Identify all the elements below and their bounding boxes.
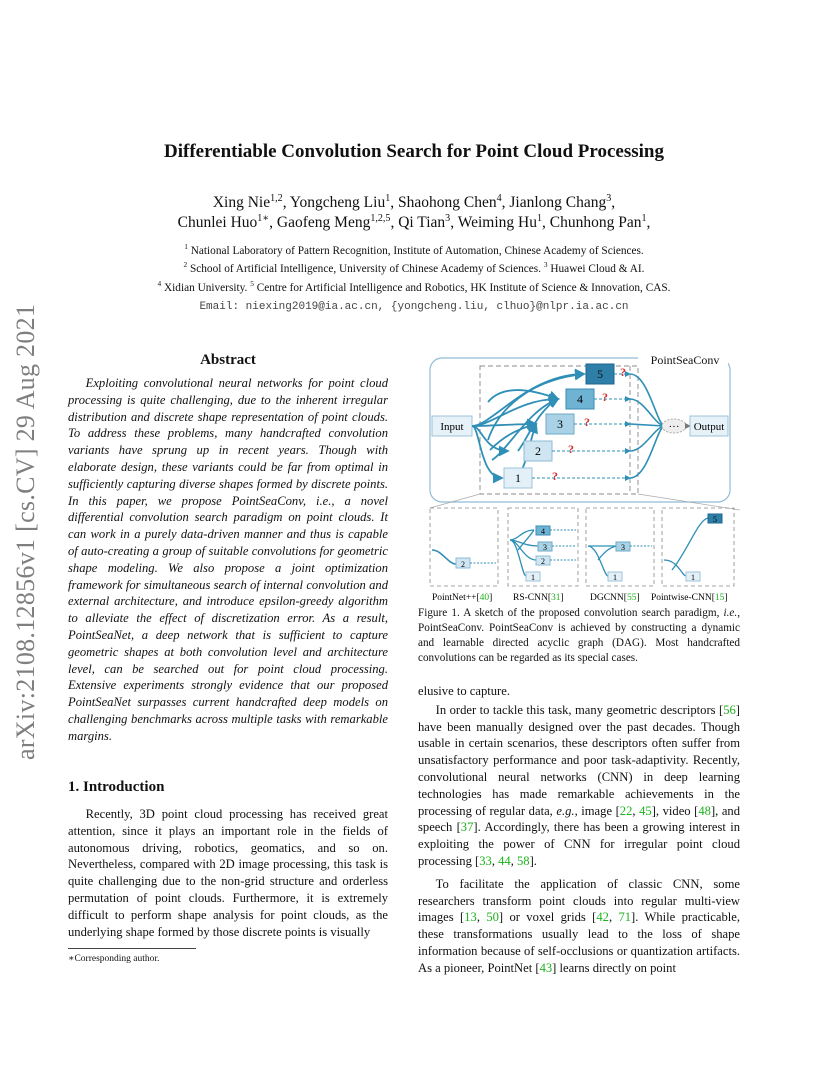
text-run: To facilitate the application of classic CNN, some researchers transform point clouds into regular multi-view images [ [418, 876, 740, 925]
citation-link[interactable]: 50 [486, 910, 499, 925]
svg-text:2: 2 [535, 444, 541, 458]
author-affiliation-sup: 3 [445, 212, 451, 224]
citation-link[interactable]: 43 [539, 960, 553, 975]
text-run: ] have been manually designed over the past decades. Though usable in certain scenarios, these descriptors often suffer from unsatisfactory performance and poor task-adaptivity. Recently, convolutional neural networks (CNN) in deep learning technologies has made remarkable achievements in the processing of regular data, [418, 702, 740, 818]
citation-link[interactable]: 44 [498, 853, 511, 868]
text-run: ] learns directly on point [552, 960, 676, 975]
op-node-4 [566, 389, 594, 409]
citation-link[interactable]: 58 [517, 853, 530, 868]
author-affiliation-sup: 1 [536, 212, 542, 224]
paragraph-continuation: elusive to capture. [418, 684, 510, 698]
op-node-2 [524, 441, 552, 461]
text-run: , image [ [574, 803, 620, 818]
author-name: Yongcheng Liu [289, 194, 386, 211]
svg-text:1: 1 [613, 573, 617, 582]
author-affiliation-sup: 1,2,5 [370, 212, 391, 224]
author-name: Chunlei Huo [177, 214, 258, 231]
citation-link[interactable]: 71 [618, 910, 632, 925]
output-label: Output [693, 421, 725, 433]
text-run: ]. While practicable, these transformations usually lead to the loss of shape information because of self-occlusions or quantization artifacts. As a pioneer, PointNet [ [418, 910, 740, 975]
question-mark-4: ? [602, 390, 608, 404]
question-mark-5: ? [620, 365, 626, 379]
svg-text:3: 3 [557, 417, 563, 431]
right-column-text [418, 683, 740, 977]
citation-link[interactable]: 37 [460, 820, 474, 835]
op-node-3 [546, 414, 574, 434]
author-name: Jianlong Chang [509, 194, 607, 211]
sublabel-rscnn: RS-CNN[31] [513, 593, 564, 603]
citation-link[interactable]: 13 [464, 910, 477, 925]
svg-text:4: 4 [577, 392, 583, 406]
abstract-text: Exploiting convolutional neural networks for point cloud processing is quite challenging, due to the inherent irregular distribution and discrete shape representation of point clouds. To address these problems, many handcrafted convolution variants have sprung up in recent years. Though with elaborate design, these variants could be far from optimal in sufficiently capturing diverse shapes formed by discrete points. In this paper, we propose PointSeaConv, i.e., a novel differential convolution search paradigm on point clouds. It can work in a purely data-driven manner and thus is capable of auto-creating a group of suitable convolutions for geometric shape modeling. We also propose a joint optimization framework for simultaneous search of internal convolution and external architecture, and introduce epsilon-greedy algorithm to alleviate the effect of discretization error. As a result, PointSeaNet, a deep network that is sufficient to capture geometric shapes at both convolution level and architecture level, can be searched out for point cloud processing. Extensive experiments strongly evidence that our proposed PointSeaNet surpasses current handcrafted deep models on challenging benchmarks across multiple tasks with remarkable margins. [68, 376, 388, 743]
citation-link[interactable]: 33 [479, 853, 492, 868]
svg-text:1: 1 [691, 573, 695, 582]
svg-text:5: 5 [597, 367, 603, 381]
citation-link[interactable]: 42 [596, 910, 609, 925]
author-name: Weiming Hu [457, 214, 537, 231]
author-name: Shaohong Chen [397, 194, 497, 211]
author-affiliation-sup: 4 [496, 192, 502, 204]
sublabel-dgcnn: DGCNN[55] [590, 593, 640, 603]
author-line-1: Xing Nie$^{1,2}$, Yongcheng Liu$^1$, Shaohong Chen$^4$, Jianlong Chang$^3$, [212, 192, 616, 211]
input-label: Input [440, 421, 464, 433]
text-run: In order to tackle this task, many geometric descriptors [ [435, 702, 724, 717]
text-run: ] or voxel grids [ [498, 910, 597, 925]
svg-text:3: 3 [543, 543, 547, 552]
op-node-5 [586, 364, 614, 384]
author-affiliation-sup: 3 [606, 192, 612, 204]
text-run: , [491, 853, 499, 868]
subpanel-pointnet [430, 508, 498, 586]
text-run: ], video [ [651, 803, 699, 818]
subpanel-pointwise [662, 508, 734, 586]
svg-text:5: 5 [713, 515, 717, 524]
paper-title: Differentiable Convolution Search for Point Cloud Processing [164, 141, 664, 162]
affiliation-1: $^1$ National Laboratory of Pattern Recognition, Institute of Automation, Chinese Academy of Sciences. [184, 242, 644, 257]
subpanel-dgcnn [586, 508, 654, 586]
author-affiliation-sup: 1 [641, 212, 647, 224]
text-run: ]. Accordingly, there has been a growing interest in exploiting the power of CNN for irregular point cloud processing [ [418, 820, 740, 868]
op-node-1 [504, 468, 532, 488]
text-run: , [608, 910, 619, 925]
arxiv-identifier: arXiv:2108.12856v1 [cs.CV] 29 Aug 2021 [11, 303, 40, 760]
author-name: Xing Nie [212, 194, 271, 211]
citation-link[interactable]: 48 [698, 803, 711, 818]
author-affiliation-sup: 1∗ [257, 212, 270, 224]
affiliation-2-3: $^2$ School of Artificial Intelligence, University of Chinese Academy of Sciences. $^3$ Huawei Cloud & AI. [183, 260, 645, 275]
pointseaconv-label: PointSeaConv [650, 353, 720, 367]
svg-text:1: 1 [515, 471, 521, 485]
citation-link[interactable]: 45 [639, 803, 652, 818]
sublabel-pointnet: PointNet++[40] [432, 593, 493, 603]
section-heading-introduction: 1. Introduction [68, 779, 165, 795]
figure-1-caption: Figure 1. A sketch of the proposed convolution search paradigm, i.e., PointSeaConv. PointSeaConv is achieved by constructing a dynamic and learnable directed acyclic graph (DAG). Most handcrafted convolutions can be regarded as its special cases. [418, 607, 740, 664]
text-run: , [510, 853, 517, 868]
svg-text:1: 1 [531, 573, 535, 582]
svg-text:2: 2 [461, 560, 465, 569]
question-mark-3: ? [584, 415, 590, 429]
author-name: Gaofeng Meng [276, 214, 371, 231]
text-run: ]. [529, 853, 537, 868]
svg-text:3: 3 [621, 543, 625, 552]
text-run: , [632, 803, 640, 818]
figure-1-diagram [418, 350, 742, 606]
paragraph-descriptors [418, 702, 740, 870]
paragraph-pointnet [418, 876, 740, 977]
question-mark-1: ? [552, 469, 558, 483]
citation-link[interactable]: 22 [619, 803, 633, 818]
author-name: Chunhong Pan [549, 214, 642, 231]
text-run: e.g. [556, 803, 575, 818]
footnote-rule [68, 948, 196, 949]
question-mark-2: ? [568, 442, 574, 456]
author-line-2: Chunlei Huo$^{1∗}$, Gaofeng Meng$^{1,2,5}$, Qi Tian$^3$, Weiming Hu$^1$, Chunhong Pan$^1$, [177, 212, 651, 231]
author-affiliation-sup: 1,2 [270, 192, 283, 204]
text-run: , [476, 910, 487, 925]
sublabel-pointwise: Pointwise-CNN[15] [651, 593, 728, 603]
subpanel-rscnn [508, 508, 578, 586]
text-run: ], and speech [ [418, 803, 741, 835]
svg-text:2: 2 [541, 557, 545, 566]
email-line: Email: niexing2019@ia.ac.cn, {yongcheng.liu, clhuo}@nlpr.ia.ac.cn [199, 301, 629, 313]
citation-link[interactable]: 56 [723, 702, 736, 717]
author-name: Qi Tian [398, 214, 446, 231]
author-affiliation-sup: 1 [385, 192, 391, 204]
affiliation-4-5: $^4$ Xidian University. $^5$ Centre for Artificial Intelligence and Robotics, HK Institute of Science & Innovation, CAS. [157, 279, 671, 294]
svg-text:···: ··· [668, 421, 680, 433]
footnote: ∗Corresponding author. [68, 954, 160, 964]
abstract-heading: Abstract [200, 352, 256, 368]
svg-text:4: 4 [541, 527, 545, 536]
introduction-text: Recently, 3D point cloud processing has received great attention, since it plays an important role in the fields of autonomous driving, robotics, geomatics, and so on. Nevertheless, compared with 2D image processing, this task is quite challenging due to the non-grid structure and orderless permutation of point clouds. Furthermore, it is extremely difficult to perform shape analysis for point clouds, as the underlying shape formed by those discrete points is visually [68, 807, 388, 939]
